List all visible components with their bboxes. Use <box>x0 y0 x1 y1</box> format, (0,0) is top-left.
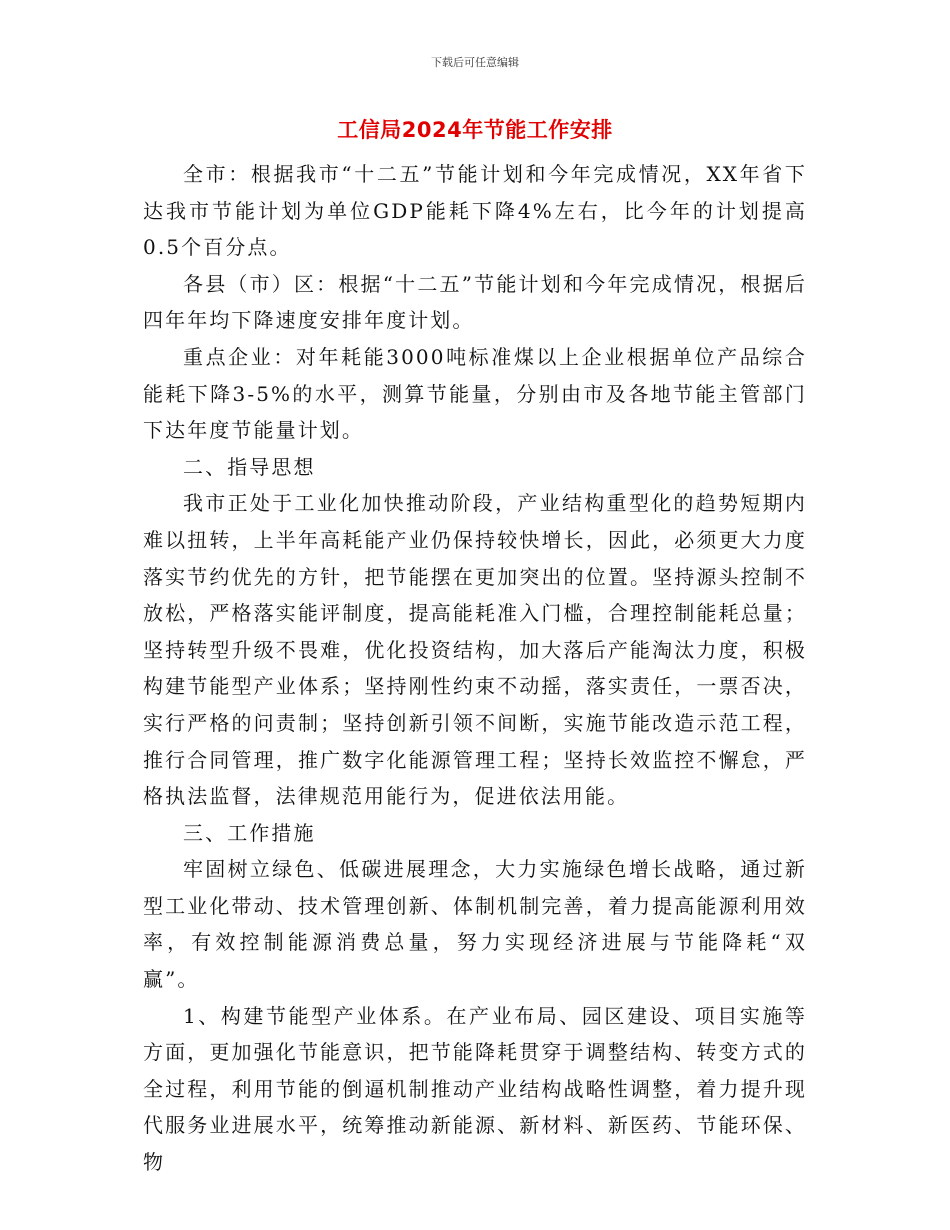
paragraph-county-target: 各县（市）区：根据“十二五”节能计划和今年完成情况，根据后四年年均下降速度安排年度计划。 <box>143 271 807 333</box>
section-heading-work-measures: 三、工作措施 <box>183 820 316 845</box>
paragraph-citywide-target: 全市：根据我市“十二五”节能计划和今年完成情况，XX年省下达我市节能计划为单位GDP能耗下降4%左右，比今年的计划提高0.5个百分点。 <box>143 162 807 260</box>
paragraph-key-enterprises: 重点企业：对年耗能3000吨标准煤以上企业根据单位产品综合能耗下降3-5%的水平，测算节能量，分别由市及各地节能主管部门下达年度节能量计划。 <box>143 344 807 443</box>
paragraph-guiding-ideology: 我市正处于工业化加快推动阶段，产业结构重型化的趋势短期内难以扭转，上半年高耗能产业仍保持较快增长，因此，必须更大力度落实节约优先的方针，把节能摆在更加突出的位置。坚持源头控制不放松，严格落实能评制度，提高能耗准入门槛，合理控制能耗总量；坚持转型升级不畏难，优化投资结构，加大落后产能淘汰力度，积极构建节能型产业体系；坚持刚性约束不动摇，落实责任，一票否决，实行严格的问责制；坚持创新引领不间断，实施节能改造示范工程，推行合同管理，推广数字化能源管理工程；坚持长效监控不懈怠，严格执法监督，法律规范用能行为，促进依法用能。 <box>143 491 807 809</box>
paragraph-work-measures-intro: 牢固树立绿色、低碳进展理念，大力实施绿色增长战略，通过新型工业化带动、技术管理创新、体制机制完善，着力提高能源利用效率，有效控制能源消费总量，努力实现经济进展与节能降耗“双赢”。 <box>143 857 807 992</box>
document-body <box>143 156 807 1181</box>
section-heading-guiding-ideology: 二、指导思想 <box>183 454 316 479</box>
paragraph-measure-1: 1、构建节能型产业体系。在产业布局、园区建设、项目实施等方面，更加强化节能意识，把节能降耗贯穿于调整结构、转变方式的全过程，利用节能的倒逼机制推动产业结构战略性调整，着力提升现代服务业进展水平，统筹推动新能源、新材料、新医药、节能环保、物 <box>143 1003 807 1175</box>
document-title: 工信局2024年节能工作安排 <box>337 118 613 142</box>
page-header-note: 下载后可任意编辑 <box>431 56 519 69</box>
